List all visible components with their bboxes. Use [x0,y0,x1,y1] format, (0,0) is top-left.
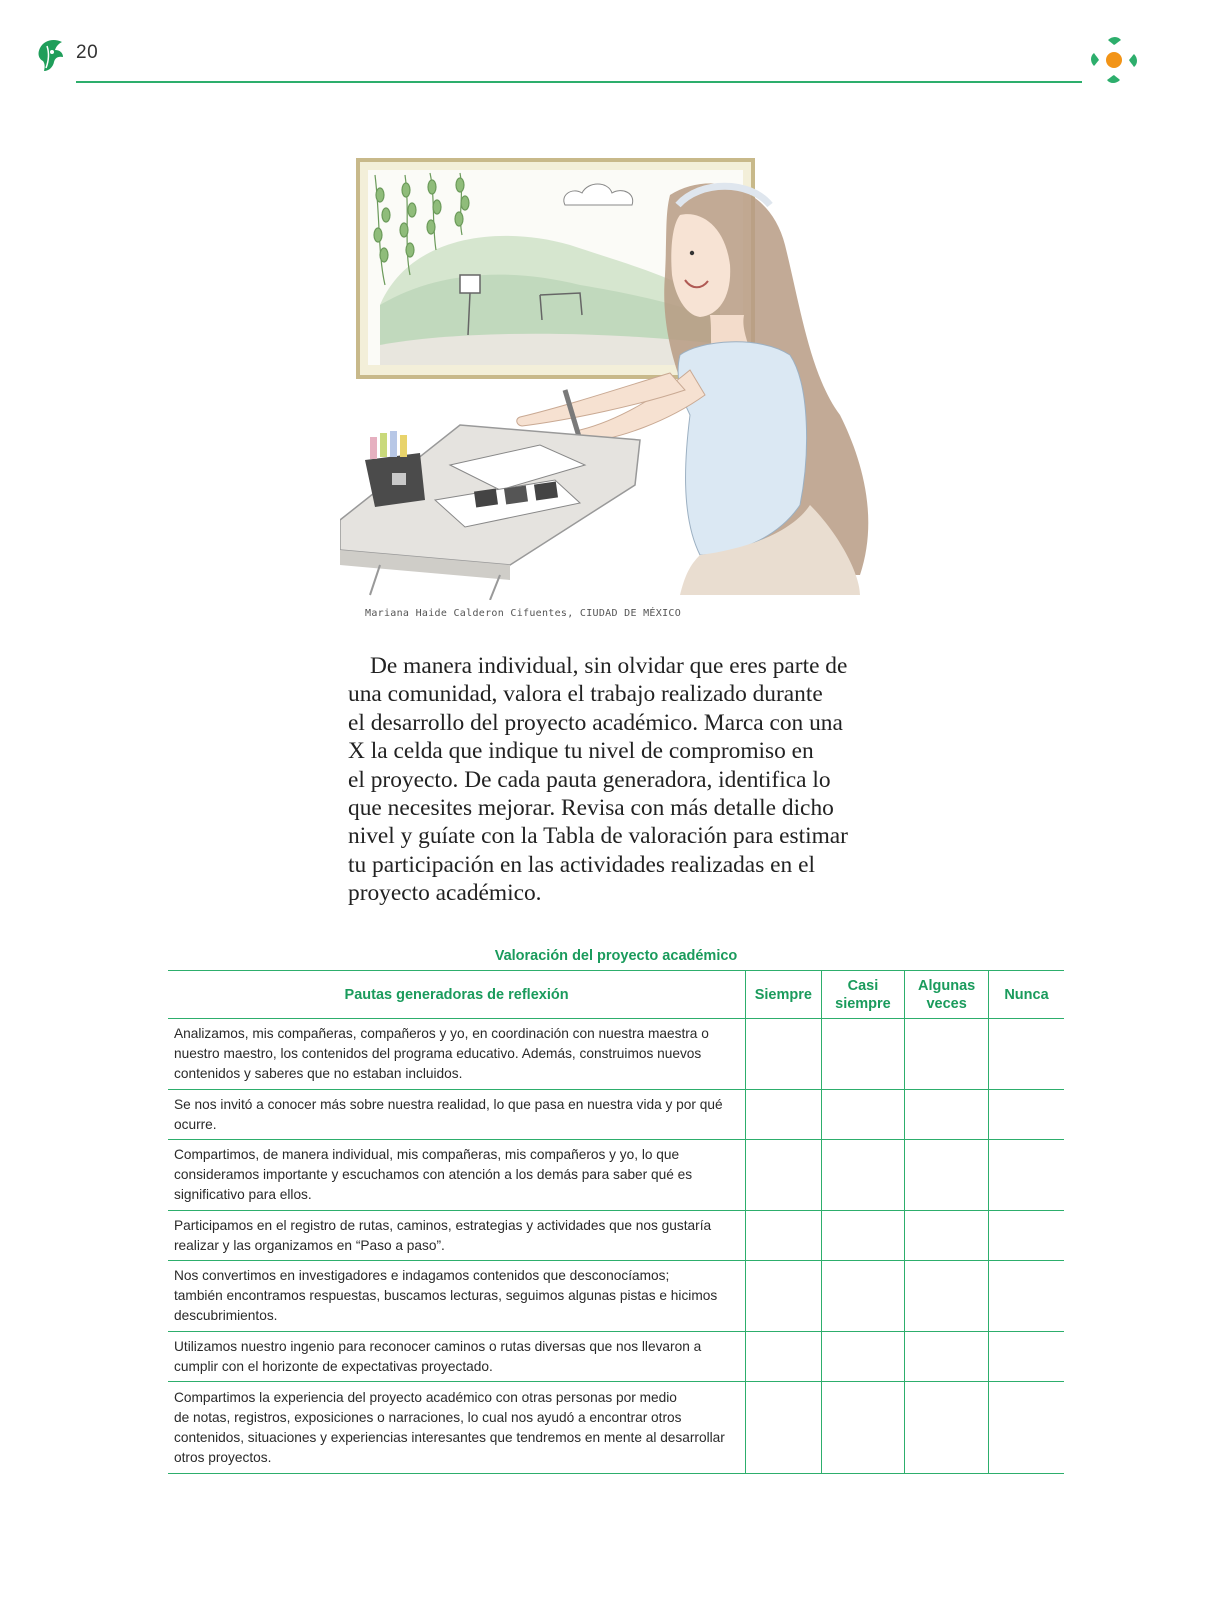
criterion-line: realizar y las organizamos en “Paso a paso”. [174,1237,445,1253]
criterion-line: descubrimientos. [174,1308,278,1323]
criterion-line: Compartimos la experiencia del proyecto académico con otras personas por medio [174,1389,677,1405]
criterion-line: contenidos y saberes que no estaban incluidos. [174,1066,463,1081]
casi-siempre-checkbox-cell[interactable] [821,1261,905,1332]
casi-siempre-checkbox-cell[interactable] [821,1140,905,1211]
header-text: siempre [835,995,891,1012]
casi-siempre-checkbox-cell[interactable] [821,1090,905,1140]
column-header-algunas-veces [905,971,989,1019]
siempre-checkbox-cell[interactable] [746,1090,822,1140]
table-row [168,1332,1064,1382]
siempre-checkbox-cell[interactable] [746,1261,822,1332]
paragraph-line: tu participación en las actividades realizadas en el [348,851,815,878]
siempre-checkbox-cell[interactable] [746,1140,822,1211]
header-text: Casi [847,977,879,994]
paragraph-line: De manera individual, sin olvidar que eres parte de [370,653,848,679]
casi-siempre-checkbox-cell[interactable] [821,1382,905,1474]
criterion-line: ocurre. [174,1116,217,1132]
siempre-checkbox-cell[interactable] [746,1332,822,1382]
criterion-line: otros proyectos. [174,1449,272,1465]
page-number: 20 [76,42,99,63]
nunca-checkbox-cell[interactable] [988,1332,1064,1382]
paragraph-line: una comunidad, valora el trabajo realizado durante [348,681,823,708]
table-row [168,1090,1064,1140]
table-row [168,1140,1064,1211]
casi-siempre-checkbox-cell[interactable] [821,1019,905,1090]
criterion-cell [168,1090,746,1140]
criterion-cell [168,1261,746,1332]
criterion-line: Utilizamos nuestro ingenio para reconocer caminos o rutas diversas que nos llevaron a [174,1338,702,1354]
criterion-line: consideramos importante y escuchamos con atención a los demás para saber qué es [174,1167,693,1182]
nunca-checkbox-cell[interactable] [988,1140,1064,1211]
paragraph-line: X la celda que indique tu nivel de compromiso en [348,738,814,765]
criterion-line: contenidos, situaciones y experiencias interesantes que tendremos en mente al desarrollar [174,1429,725,1445]
algunas-veces-checkbox-cell[interactable] [905,1140,989,1211]
paragraph-line: proyecto académico. [348,880,542,907]
header-text: Algunas [918,977,976,994]
criterion-line: Nos convertimos en investigadores e indagamos contenidos que desconocíamos; [174,1268,670,1283]
nunca-checkbox-cell[interactable] [988,1382,1064,1474]
column-header-nunca: Nunca [988,971,1064,1019]
column-header-criteria: Pautas generadoras de reflexión [168,971,746,1019]
criterion-cell [168,1382,746,1474]
rating-table [168,970,1064,1474]
criterion-cell [168,1140,746,1211]
table-row [168,1211,1064,1261]
criterion-line: Se nos invitó a conocer más sobre nuestra realidad, lo que pasa en nuestra vida y por qué [174,1096,723,1112]
paragraph-line: que necesites mejorar. Revisa con más detalle dicho [348,795,834,822]
paragraph-line: el desarrollo del proyecto académico. Marca con una [348,709,843,736]
algunas-veces-checkbox-cell[interactable] [905,1019,989,1090]
illustration-caption: Mariana Haide Calderon Cifuentes, CIUDAD DE MÉXICO [365,608,682,619]
algunas-veces-checkbox-cell[interactable] [905,1332,989,1382]
instructions-paragraph [348,652,848,908]
criterion-line: nuestro maestro, los contenidos del programa educativo. Además, construimos nuevos [174,1046,702,1061]
paragraph-line: el proyecto. De cada pauta generadora, identifica lo [348,766,831,793]
casi-siempre-checkbox-cell[interactable] [821,1332,905,1382]
casi-siempre-checkbox-cell[interactable] [821,1211,905,1261]
table-row [168,1382,1064,1474]
siempre-checkbox-cell[interactable] [746,1211,822,1261]
criterion-cell [168,1019,746,1090]
table-header-row [168,971,1064,1019]
girl-drawing-illustration [340,155,885,600]
algunas-veces-checkbox-cell[interactable] [905,1382,989,1474]
paragraph-line: nivel y guíate con la Tabla de valoración para estimar [348,823,848,850]
criterion-cell [168,1332,746,1382]
criterion-line: de notas, registros, exposiciones o narraciones, lo cual nos ayudó a encontrar otros [174,1409,682,1425]
community-emblem-icon [1086,32,1142,88]
criterion-line: también encontramos respuestas, buscamos lecturas, seguimos algunas pistas e hicimos [174,1288,718,1303]
nunca-checkbox-cell[interactable] [988,1211,1064,1261]
nunca-checkbox-cell[interactable] [988,1019,1064,1090]
leaf-logo-icon [36,38,66,72]
nunca-checkbox-cell[interactable] [988,1261,1064,1332]
table-row [168,1261,1064,1332]
table-row [168,1019,1064,1090]
criterion-line: Compartimos, de manera individual, mis compañeras, mis compañeros y yo, lo que [174,1147,680,1162]
siempre-checkbox-cell[interactable] [746,1382,822,1474]
table-title: Valoración del proyecto académico [494,948,738,964]
header-divider [76,81,1082,83]
algunas-veces-checkbox-cell[interactable] [905,1261,989,1332]
header-text: veces [926,995,967,1012]
criterion-line: significativo para ellos. [174,1187,312,1202]
criterion-line: Participamos en el registro de rutas, caminos, estrategias y actividades que nos gustaría [174,1217,712,1233]
algunas-veces-checkbox-cell[interactable] [905,1090,989,1140]
nunca-checkbox-cell[interactable] [988,1090,1064,1140]
criterion-cell [168,1211,746,1261]
column-header-siempre: Siempre [746,971,822,1019]
algunas-veces-checkbox-cell[interactable] [905,1211,989,1261]
siempre-checkbox-cell[interactable] [746,1019,822,1090]
criterion-line: Analizamos, mis compañeras, compañeros y yo, en coordinación con nuestra maestra o [174,1026,709,1041]
criterion-line: cumplir con el horizonte de expectativas proyectado. [174,1358,493,1374]
column-header-casi-siempre [821,971,905,1019]
